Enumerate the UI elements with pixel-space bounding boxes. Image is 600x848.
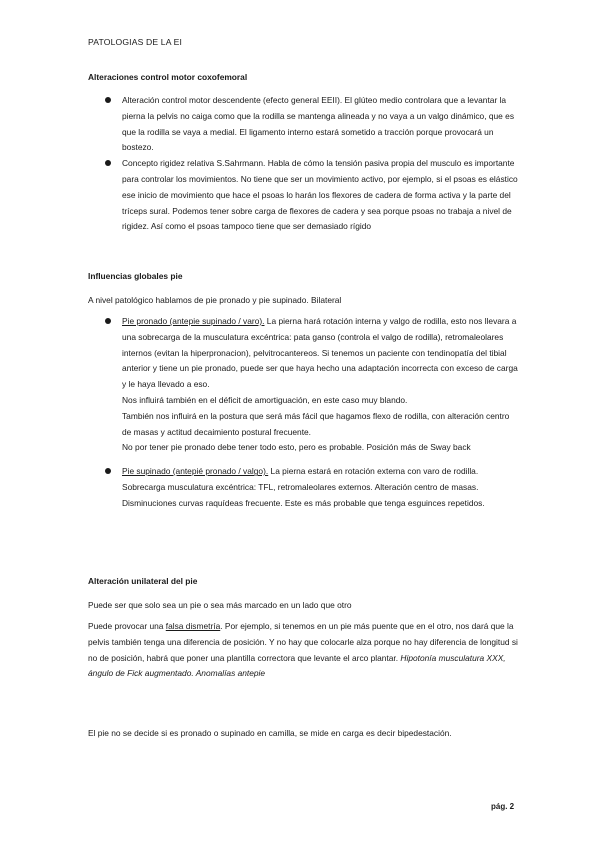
list-item (88, 156, 520, 235)
falsa-dismetria: falsa dismetría (165, 621, 221, 631)
pie-pronado-text: La pierna hará rotación interna y valgo de rodilla, esto nos llevara a una sobrecarga de la musculatura excéntrica: pata ganso (controla el valgo de rodilla), retromaleolares internos (evitan la hiperpronacion), pelvitrocantereos. Si tenemos un paciente con tendinopatía del tibial anterior y tiene un pie pronado, puede ser que haya hecho una adaptación incorrecta con exceso de carga y le haya llevado a eso. (122, 316, 518, 390)
bullet-icon (105, 318, 111, 324)
page-number: pág. 2 (491, 802, 515, 811)
bullet-text: Concepto rigidez relativa S.Sahrmann. Habla de cómo la tensión pasiva propia del musculo es importante para controlar los movimientos. No tiene que ser un movimiento activo, por ejemplo, si el psoas es elástico ese inicio de movimiento que hace el psoas lo harán los flexores de cadera de forma activa y la parte del tríceps sural. Podemos tener sobre carga de flexores de cadera y sea porque psoas no trabaja a nivel de rigidez. Así como el psoas tampoco tiene que ser demasiado rígido (122, 158, 518, 232)
pie-supinado-label: Pie supinado (antepié pronado / valgo). (122, 466, 269, 477)
pie-supinado-text: La pierna estará en rotación externa con varo de rodilla. Sobrecarga musculatura excéntrica: TFL, retromaleolares externos. Alteración centro de masas. Disminuciones curvas raquídeas frecuente. Este es más probable que tenga esguinces repetidos. (122, 466, 485, 508)
pie-pronado-label: Pie pronado (antepie supinado / varo). (122, 316, 265, 326)
p2-post: . Por ejemplo, si tenemos en un pie más puente que en el otro, nos dará que la pelvis también tenga una diferencia de posición. Y no hay que colocarle alza porque no hay diferencia de longitud si no de posición, habrá que poner una plantilla correctora que levante el arco plantar. (88, 621, 518, 663)
bullet-text: Alteración control motor descendente (efecto general EEII). El glúteo medio controlara que a levantar la pierna la pelvis no caiga como que la rodilla se mantenga alineada y no vaya a un valgo dinámico, que es que la rodilla se vaya a medial. El ligamento interno estará sometido a tracción porque provocará un bostezo. (122, 95, 515, 153)
bullet-icon (105, 468, 111, 474)
bullet-icon (105, 97, 111, 103)
section-title-coxofemoral: Alteraciones control motor coxofemoral (88, 72, 248, 82)
list-item-pie-supinado (88, 464, 520, 511)
section-title-unilateral: Alteración unilateral del pie (88, 576, 198, 586)
page-header: PATOLOGIAS DE LA EI (88, 37, 183, 47)
foot-type-list (88, 314, 520, 512)
influencias-intro: A nivel patológico hablamos de pie pronado y pie supinado. Bilateral (88, 295, 342, 305)
list-item (88, 93, 520, 156)
list-item-pie-pronado (88, 314, 520, 456)
unilateral-p2 (88, 619, 518, 682)
p2-italic: Hipotonía musculatura XXX, ángulo de Fick augmentado. Anomalías antepie (88, 652, 506, 679)
pie-pronado-line4: No por tener pie pronado debe tener todo esto, pero es probable. Posición más de Sway back (122, 442, 471, 453)
unilateral-p1: Puede ser que solo sea un pie o sea más marcado en un lado que otro (88, 600, 352, 610)
pie-pronado-line2: Nos influirá también en el déficit de amortiguación, en este caso muy blando. (122, 394, 408, 405)
unilateral-p3: El pie no se decide si es pronado o supinado en camilla, se mide en carga es decir bipedestación. (88, 728, 452, 738)
pie-pronado-line3: También nos influirá en la postura que será más fácil que hagamos flexo de rodilla, con alteración centro de masas y actitud decaimiento postural frecuente. (122, 410, 510, 437)
section-title-influencias: Influencias globales pie (88, 271, 183, 281)
p2-pre: Puede provocar una (88, 621, 166, 631)
coxofemoral-bullet-list (88, 93, 520, 235)
bullet-icon (105, 160, 111, 166)
